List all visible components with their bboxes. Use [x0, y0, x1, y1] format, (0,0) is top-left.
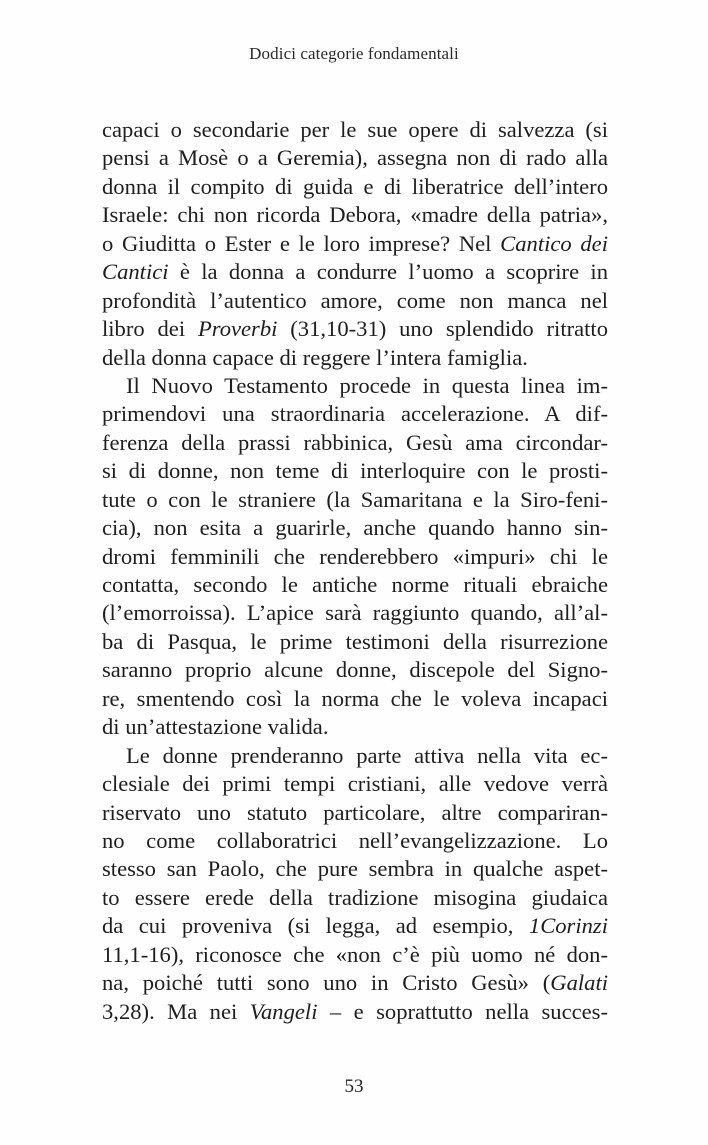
text-line [102, 855, 608, 883]
text-run: si di donne, non teme di interloquire con le prosti- [102, 458, 608, 484]
text-line [102, 514, 608, 542]
text-line-content [102, 657, 608, 682]
text-run: è la donna a condurre l’uomo a scoprire in [168, 259, 608, 285]
text-line [102, 969, 608, 997]
text-line [102, 258, 608, 286]
text-run: clesiale dei primi tempi cristiani, alle vedove verrà [102, 771, 608, 797]
text-line-content [102, 345, 528, 370]
text-line [102, 201, 608, 229]
text-line-content [102, 259, 608, 284]
text-line [102, 713, 608, 741]
text-line [102, 599, 608, 627]
text-line-content [102, 515, 608, 540]
text-line-content [126, 743, 608, 768]
text-run: – e soprattutto nella succes- [317, 998, 608, 1024]
text-run: della donna capace di reggere l’intera famiglia. [102, 344, 528, 370]
text-line [102, 372, 608, 400]
text-run: cia), non esita a guarirle, anche quando hanno sin- [102, 515, 608, 541]
text-line-content [126, 373, 608, 398]
text-run: tute o con le straniere (la Samaritana e la Siro-feni- [102, 486, 608, 512]
text-line-content [102, 430, 608, 455]
text-line [102, 941, 608, 969]
text-line [102, 173, 608, 201]
text-run: dromi femminili che renderebbero «impuri» chi le [102, 543, 608, 569]
text-run: to essere erede della tradizione misogina giudaica [102, 884, 608, 910]
text-run: primendovi una straordinaria accelerazione. A dif- [102, 401, 608, 427]
text-line-content [102, 174, 608, 199]
text-line-content [102, 771, 608, 796]
text-run: saranno proprio alcune donne, discepole del Signo- [102, 657, 608, 683]
text-line [102, 116, 608, 144]
text-run: (31,10-31) uno splendido ritratto [277, 316, 609, 342]
text-line-content [102, 401, 608, 426]
text-line [102, 685, 608, 713]
text-line-content [102, 686, 608, 711]
text-run: di un’attestazione valida. [102, 714, 329, 740]
text-run: ba di Pasqua, le prime testimoni della risurrezione [102, 628, 608, 654]
text-line [102, 656, 608, 684]
text-line [102, 543, 608, 571]
text-line [102, 827, 608, 855]
italic-title: Cantico dei [500, 230, 608, 256]
text-line [102, 429, 608, 457]
text-line-content [102, 316, 608, 341]
text-run: stesso san Paolo, che pure sembra in qualche aspet- [102, 856, 608, 882]
text-run: profondità l’autentico amore, come non manca nel [102, 287, 608, 313]
text-line-content [102, 714, 328, 739]
text-line-content [102, 885, 608, 910]
text-run: riservato uno statuto particolare, altre compariran- [102, 799, 608, 825]
text-line-content [102, 970, 608, 995]
text-line-content [102, 117, 608, 142]
text-line [102, 998, 608, 1026]
text-run: Israele: chi non ricorda Debora, «madre della patria», [102, 202, 608, 228]
text-line [102, 344, 608, 372]
running-head: Dodici categorie fondamentali [249, 44, 459, 63]
text-line [102, 486, 608, 514]
text-line-content [102, 942, 608, 967]
italic-title: Vangeli [249, 998, 318, 1024]
text-line [102, 287, 608, 315]
text-run: pensi a Mosè o a Geremia), assegna non di rado alla [102, 145, 608, 171]
text-run: o Giuditta o Ester e le loro imprese? Nel [102, 230, 501, 256]
text-run: contatta, secondo le antiche norme rituali ebraiche [102, 572, 608, 597]
text-line-content [102, 913, 608, 938]
text-run: no come collaboratrici nell’evangelizzazione. Lo [102, 827, 608, 853]
text-run: donna il compito di guida e di liberatrice dell’intero [102, 173, 608, 199]
text-line [102, 628, 608, 656]
text-run: libro dei [102, 316, 198, 342]
text-line-content [102, 600, 608, 625]
text-run: da cui proveniva (si legga, ad esempio, [102, 913, 529, 939]
text-line [102, 912, 608, 940]
text-line-content [102, 145, 608, 170]
text-line-content [102, 856, 608, 881]
text-line-content [102, 999, 608, 1024]
text-line [102, 457, 608, 485]
text-run: capaci o secondarie per le sue opere di salvezza (si [102, 117, 608, 142]
text-line [102, 770, 608, 798]
text-line [102, 571, 608, 599]
text-run: re, smentendo così la norma che le voleva incapaci [102, 685, 608, 711]
text-line [102, 742, 608, 770]
text-line-content [102, 202, 608, 227]
text-run: na, poiché tutti sono uno in Cristo Gesù» ( [102, 970, 551, 996]
text-line-content [102, 487, 608, 512]
text-run: 3,28). Ma nei [102, 998, 250, 1024]
text-line [102, 144, 608, 172]
text-line [102, 400, 608, 428]
italic-title: Galati [550, 970, 608, 996]
text-line [102, 799, 608, 827]
italic-title: Proverbi [197, 316, 278, 342]
text-run: Le donne prenderanno parte attiva nella vita ec- [126, 742, 608, 768]
text-line-content [102, 458, 608, 483]
italic-title: Cantici [102, 259, 169, 285]
text-line-content [102, 629, 608, 654]
text-line-content [102, 544, 608, 569]
text-line-content [102, 572, 608, 597]
text-line [102, 884, 608, 912]
text-line [102, 315, 608, 343]
text-run: Il Nuovo Testamento procede in questa linea im- [126, 372, 608, 398]
text-line [102, 230, 608, 258]
text-run: (l’emorroissa). L’apice sarà raggiunto quando, all’al- [102, 600, 608, 626]
italic-title: 1Corinzi [528, 913, 608, 939]
text-run: 11,1-16), riconosce che «non c’è più uomo né don- [102, 941, 608, 967]
text-line-content [102, 800, 608, 825]
text-line-content [102, 288, 608, 313]
text-run: ferenza della prassi rabbinica, Gesù ama circondar- [102, 429, 608, 455]
page-number: 53 [344, 1076, 364, 1097]
text-line-content [102, 231, 608, 256]
body-text [102, 116, 608, 1026]
text-line-content [102, 828, 608, 853]
